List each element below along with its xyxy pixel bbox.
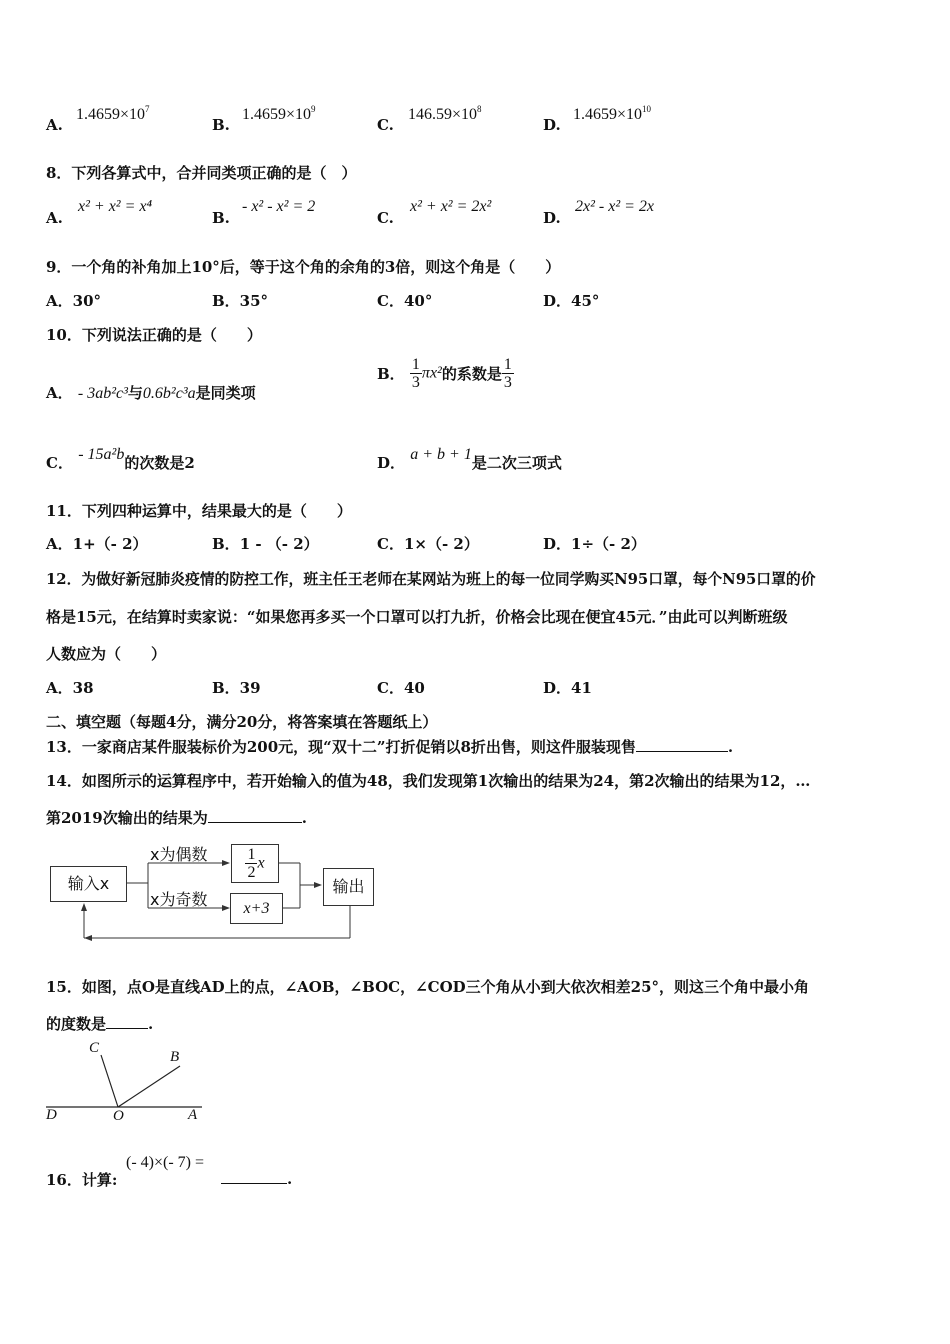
q10-option-d-tail: 是二次三项式 [471,454,562,472]
q16-answer-blank[interactable] [221,1169,287,1184]
q7-option-d-value: $1.4659\times 10^{10}$ [573,104,652,123]
q10-option-b-expr: πx² [421,364,442,382]
angle-label-o: O [113,1108,124,1124]
flowchart-input-box: 输入x [50,866,127,902]
flowchart-plus3-box: x+3 [230,893,283,924]
q10-option-a-expr1: - 3ab²c³ [77,385,128,402]
q10-option-c-tail: 的次数是2 [124,454,195,472]
q8-option-d-letter: D. [543,209,561,227]
q7-option-b-letter: B. [212,116,230,134]
q10-option-c-expr: - 15a²b [78,446,125,463]
q7-option-c-letter: C. [377,116,394,134]
q8-option-d-expr: 2x² - x² = 2x [575,198,655,215]
q16-answer: . [221,1169,292,1188]
q8-option-b-expr: - x² - x² = 2 [242,198,316,215]
flowchart-even-label: x为偶数 [150,845,208,864]
q10-option-b-value: $\frac{1}{3}$ [503,356,512,391]
q13-text: 13．一家商店某件服装标价为200元，现“双十二”打折促销以8折出售，则这件服装现售 . [46,738,734,756]
flowchart-odd-label: x为奇数 [150,890,208,909]
q7-option-d-letter: D. [543,116,561,134]
q15-line-1: 15．如图，点O是直线AD上的点，∠AOB，∠BOC，∠COD三个角从小到大依次相差25°，则这三个角中最小角 [46,978,810,996]
q12-line-1: 12．为做好新冠肺炎疫情的防控工作，班主任王老师在某网站为班上的每一位同学购买N95口罩，每个N95口罩的价 [46,571,816,588]
q12-option-b: B．39 [212,679,261,697]
q11-option-b: B．1 - （- 2） [212,535,319,553]
q8-stem: 8．下列各算式中，合并同类项正确的是（ ） [46,164,357,182]
q10-option-a-mid: 与 [127,384,143,402]
q9-option-a: A．30° [46,292,102,310]
q11-option-a: A．1+（- 2） [46,535,148,553]
q7-option-a-letter: A. [46,116,63,134]
flowchart-half-fraction: $\frac{1}{2}$ [247,846,256,881]
q14-line-2: 第2019次输出的结果为 . [46,809,307,827]
q16-prefix: 16．计算: [46,1171,118,1189]
q8-option-b-letter: B. [212,209,230,227]
flowchart-output-box: 输出 [323,868,374,906]
q10-option-a-letter: A． [46,384,73,402]
q10-stem: 10．下列说法正确的是（ ） [46,326,262,344]
q8-option-c-letter: C. [377,209,394,227]
angle-label-a: A [188,1107,198,1123]
q15-line-2: 的度数是 . [46,1015,154,1033]
q11-option-c: C．1×（- 2） [377,535,479,553]
q16-expression: (- 4)×(- 7) = [126,1154,205,1171]
q12-line-3: 人数应为（ ） [46,645,167,663]
q8-option-a-expr: x² + x² = x⁴ [78,198,153,215]
q10-option-d-letter: D． [377,454,406,472]
q12-option-c: C．40 [377,679,425,697]
q9-option-b: B．35° [212,292,269,310]
q10-option-b-tail: 的系数是 [441,365,502,383]
q7-option-b-value: $1.4659\times 10^9$ [242,104,316,123]
q10-option-a-tail: 是同类项 [195,384,256,402]
section-2-title: 二、填空题（每题4分，满分20分，将答案填在答题纸上） [46,713,438,731]
q12-option-d: D．41 [543,679,592,697]
q10-option-b-fraction: $\frac{1}{3}$ [411,356,420,391]
q12-line-2: 格是15元，在结算时卖家说：“如果您再多买一个口罩可以打九折，价格会比现在便宜45元．”由此可以判断班级 [46,608,788,626]
q9-option-c: C．40° [377,292,433,310]
q7-option-c-value: $146.59\times 10^8$ [408,104,482,123]
q9-option-d: D．45° [543,292,600,310]
q10-option-c-letter: C． [46,454,73,472]
flowchart-half-var: x [257,854,265,872]
q11-option-d: D．1÷（- 2） [543,535,646,553]
q7-option-a-value: $1.4659\times 10^7$ [76,104,150,123]
angle-label-d: D [46,1107,57,1123]
q8-option-c-expr: x² + x² = 2x² [410,198,492,215]
angle-label-c: C [89,1040,100,1056]
q9-stem: 9．一个角的补角加上10°后，等于这个角的余角的3倍，则这个角是（ ） [46,258,561,276]
angle-label-b: B [170,1049,180,1065]
q10-option-a-expr2: 0.6b²c³a [142,385,196,402]
q14-line-1: 14．如图所示的运算程序中，若开始输入的值为48，我们发现第1次输出的结果为24，第2次输出的结果为12，… [46,772,811,790]
q10-option-d-expr: a + b + 1 [410,446,472,463]
q10-option-b-letter: B． [377,365,405,383]
q12-option-a: A．38 [46,679,94,697]
q8-option-a-letter: A. [46,209,63,227]
q11-stem: 11．下列四种运算中，结果最大的是（ ） [46,502,352,520]
